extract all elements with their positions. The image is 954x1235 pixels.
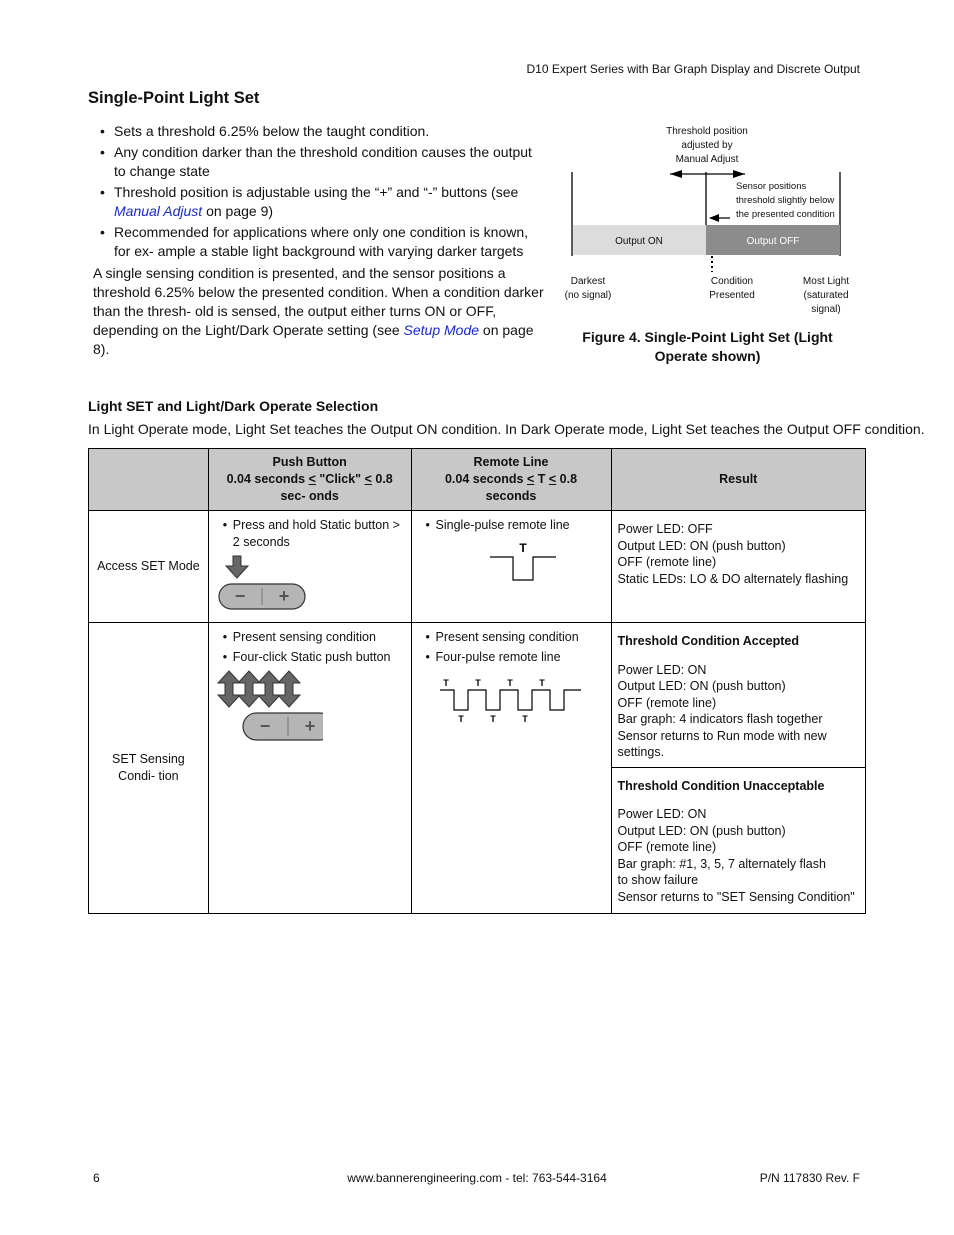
light-set-table	[88, 448, 866, 914]
svg-text:signal): signal)	[811, 304, 841, 315]
plus-icon: +	[304, 716, 316, 736]
arrow-left-icon	[670, 170, 682, 178]
result-line: OFF (remote line)	[617, 555, 717, 569]
result-line: OFF (remote line)	[617, 840, 717, 854]
setup-mode-link[interactable]: Setup Mode	[403, 322, 480, 338]
push-button-illustration	[215, 554, 315, 612]
four-click-arrows-icon	[218, 671, 300, 707]
remote-step: • Single-pulse remote line	[426, 517, 601, 534]
svg-text:Sensor positions: Sensor positions	[736, 181, 807, 192]
remote-line-cell	[411, 623, 611, 914]
running-header: D10 Expert Series with Bar Graph Display and Discrete Output	[526, 62, 860, 76]
result-line: Power LED: ON	[617, 662, 707, 677]
result-line: Bar graph: #1, 3, 5, 7 alternately flash	[617, 856, 826, 871]
result-line: Sensor returns to "SET Sensing Condition"	[617, 889, 855, 904]
pulse-t-label: T	[538, 678, 545, 688]
table-row	[89, 511, 866, 623]
part-number: P/N 117830 Rev. F	[759, 1171, 860, 1185]
svg-text:Presented: Presented	[709, 290, 755, 301]
footer-contact: www.bannerengineering.com - tel: 763-544-3164	[347, 1171, 607, 1185]
pulse-waveform	[490, 557, 556, 580]
svg-text:Most Light: Most Light	[802, 276, 850, 287]
selection-intro: In Light Operate mode, Light Set teaches the Output ON condition. In Dark Operate mode, Light Set teaches the Output OFF condition.	[88, 421, 925, 437]
result-cell-accepted	[611, 623, 866, 768]
pulse-t-label: T	[489, 714, 496, 724]
bullet-item: • Any condition darker than the threshold condition causes the output to change state	[100, 143, 540, 181]
minus-icon: −	[234, 586, 246, 606]
svg-text:adjusted by: adjusted by	[681, 140, 733, 151]
svg-text:threshold slightly below: threshold slightly below	[736, 195, 835, 206]
description-paragraph: A single sensing condition is presented, and the sensor positions a threshold 6.25% below the presented condition. When a condition darker than the thresh- old is sensed, the output either turns ON or OFF, depending on the Light/Dark Operate setting (see Setup Mode on page 8).	[93, 265, 544, 357]
remote-step: • Present sensing condition	[426, 629, 601, 646]
pulse-t-label: T	[506, 678, 513, 688]
unacceptable-title: Threshold Condition Unacceptable	[617, 778, 825, 793]
svg-text:(no signal): (no signal)	[564, 290, 612, 301]
single-point-light-set-diagram	[560, 122, 860, 322]
svg-text:Manual Adjust: Manual Adjust	[675, 154, 739, 165]
plus-icon: +	[278, 586, 290, 606]
push-button-cell	[208, 623, 411, 914]
result-cell-unacceptable	[611, 767, 866, 913]
svg-text:(saturated: (saturated	[803, 290, 849, 301]
result-line: Output LED: ON (push button)	[617, 823, 786, 838]
pulse-waveform	[440, 690, 581, 710]
selection-heading: Light SET and Light/Dark Operate Selection	[88, 398, 379, 414]
result-line: Bar graph: 4 indicators flash together	[617, 712, 823, 726]
pulse-t-label: T	[518, 541, 527, 555]
remote-step: • Four-pulse remote line	[426, 649, 601, 666]
remote-line-header-title: Remote Line	[473, 455, 549, 469]
remote-line-header	[411, 449, 611, 511]
press-arrow-icon	[226, 556, 248, 578]
push-step: • Press and hold Static button > 2 seconds	[223, 517, 401, 551]
push-button-header-title: Push Button	[272, 455, 347, 469]
remote-line-header-timing: 0.04 seconds < T < 0.8 seconds	[444, 472, 578, 503]
pulse-t-label: T	[474, 678, 481, 688]
pulse-t-label: T	[457, 714, 464, 724]
push-button-header	[208, 449, 411, 511]
section-title: Single-Point Light Set	[88, 89, 260, 107]
row-label: Access SET Mode	[89, 511, 209, 623]
four-pulse-diagram	[436, 674, 596, 724]
blank-header-cell	[89, 449, 209, 511]
threshold-position-label	[666, 126, 748, 165]
arrow-right-icon	[733, 170, 745, 178]
darkest-label	[565, 276, 612, 301]
table-header-row	[89, 449, 866, 511]
accepted-title: Threshold Condition Accepted	[617, 634, 799, 648]
remote-line-cell	[411, 511, 611, 623]
table-row	[89, 623, 866, 768]
result-line: Sensor returns to Run mode with new settings.	[617, 728, 827, 759]
feature-bullet-list	[100, 122, 540, 263]
svg-text:the presented condition: the presented condition	[736, 209, 835, 220]
figure-caption: Figure 4. Single-Point Light Set (Light Operate shown)	[582, 329, 833, 364]
result-header: Result	[611, 449, 866, 511]
output-on-label: Output ON	[615, 236, 663, 247]
condition-presented-label	[709, 276, 755, 301]
page-number: 6	[93, 1171, 100, 1185]
result-line: Static LEDs: LO & DO alternately flashing	[617, 571, 849, 586]
sensor-positions-label	[736, 181, 835, 220]
result-line: Output LED: ON (push button)	[617, 538, 786, 553]
minus-icon: −	[259, 716, 271, 736]
row-label: SET Sensing Condi- tion	[89, 623, 209, 914]
svg-text:Threshold position: Threshold position	[666, 126, 748, 137]
result-line: Power LED: ON	[617, 807, 707, 821]
push-step: • Present sensing condition	[223, 629, 401, 646]
result-line: Power LED: OFF	[617, 522, 713, 536]
bullet-item: • Threshold position is adjustable using the “+” and “-” buttons (see Manual Adjust on page 9)	[100, 183, 540, 221]
result-cell	[611, 511, 866, 623]
four-click-illustration	[213, 669, 323, 749]
push-step: • Four-click Static push button	[223, 649, 401, 666]
manual-adjust-link[interactable]: Manual Adjust	[114, 203, 203, 219]
result-line: to show failure	[617, 873, 699, 887]
pulse-t-label: T	[442, 678, 449, 688]
bullet-item: • Sets a threshold 6.25% below the taught condition.	[100, 122, 540, 141]
result-line: OFF (remote line)	[617, 695, 717, 710]
svg-text:Condition: Condition	[710, 276, 754, 287]
svg-text:Darkest: Darkest	[570, 276, 606, 287]
pulse-t-label: T	[521, 714, 528, 724]
result-line: Output LED: ON (push button)	[617, 679, 786, 693]
push-button-cell	[208, 511, 411, 623]
most-light-label	[803, 276, 849, 315]
single-pulse-diagram	[470, 540, 590, 590]
arrow-left-icon	[709, 214, 719, 222]
bullet-item: • Recommended for applications where only one condition is known, for ex- ample a stable light background with varying darker targets	[100, 223, 540, 261]
output-off-label: Output OFF	[746, 236, 800, 247]
push-button-header-timing: 0.04 seconds < "Click" < 0.8 sec- onds	[226, 472, 393, 503]
